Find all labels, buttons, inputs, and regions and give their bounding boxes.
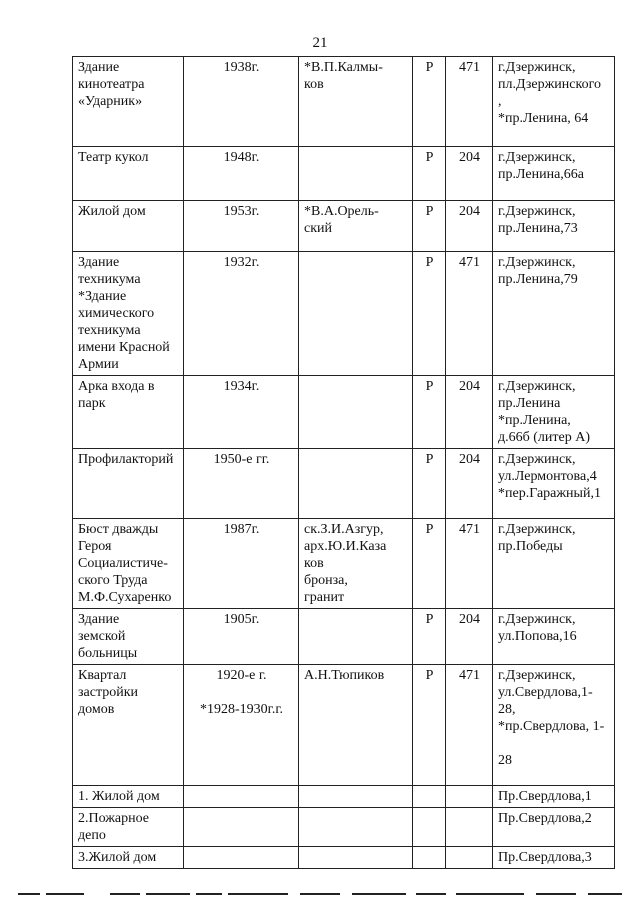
- table-row: [73, 376, 615, 449]
- object-name: 2.Пожарное депо: [78, 811, 150, 843]
- object-code: 204: [459, 612, 480, 627]
- object-address: г.Дзержинск, пр.Ленина,79: [498, 255, 578, 287]
- object-name: 3.Жилой дом: [78, 850, 157, 865]
- object-code: 204: [459, 150, 480, 165]
- object-date: 1932г.: [223, 255, 260, 270]
- object-code: 204: [459, 452, 480, 467]
- table-row: [73, 519, 615, 609]
- object-name: 1. Жилой дом: [78, 789, 160, 804]
- table-row: [73, 786, 615, 808]
- object-address: Пр.Свердлова,3: [498, 850, 592, 865]
- object-category: Р: [425, 255, 434, 270]
- object-address: г.Дзержинск, ул.Лермонтова,4 *пер.Гаражный,1: [498, 452, 601, 501]
- object-date: 1920-е г. *1928-1930г.г.: [200, 668, 283, 717]
- object-name: Квартал застройки домов: [78, 668, 139, 717]
- object-date: 1934г.: [223, 379, 260, 394]
- object-name: Арка входа в парк: [78, 379, 155, 411]
- object-address: г.Дзержинск, пр.Ленина *пр.Ленина, д.66б (литер А): [498, 379, 590, 445]
- object-code: 471: [459, 60, 480, 75]
- object-date: 1948г.: [223, 150, 260, 165]
- object-category: Р: [425, 204, 434, 219]
- object-category: Р: [425, 379, 434, 394]
- object-address: г.Дзержинск, пр.Победы: [498, 522, 576, 554]
- object-name: Жилой дом: [78, 204, 146, 219]
- table-row: [73, 57, 615, 147]
- object-category: Р: [425, 452, 434, 467]
- object-date: 1953г.: [223, 204, 260, 219]
- table-row: [73, 449, 615, 519]
- object-code: 471: [459, 668, 480, 683]
- object-address: Пр.Свердлова,2: [498, 811, 592, 826]
- object-author: А.Н.Тюпиков: [304, 668, 385, 683]
- object-date: 1905г.: [223, 612, 260, 627]
- table-row: [73, 147, 615, 201]
- table-row: [73, 201, 615, 252]
- scan-artifact-dashes: [0, 893, 640, 899]
- object-author: *В.П.Калмы- ков: [304, 60, 383, 92]
- object-code: 471: [459, 522, 480, 537]
- object-code: 204: [459, 379, 480, 394]
- object-name: Театр кукол: [78, 150, 149, 165]
- table-row: [73, 609, 615, 665]
- object-code: 204: [459, 204, 480, 219]
- object-category: Р: [425, 150, 434, 165]
- object-name: Здание техникума *Здание химического техникума имени Красной Армии: [78, 255, 170, 372]
- monuments-table: [72, 56, 615, 869]
- table-row: [73, 847, 615, 869]
- table-row: [73, 665, 615, 786]
- object-code: 471: [459, 255, 480, 270]
- object-name: Профилакторий: [78, 452, 174, 467]
- object-address: Пр.Свердлова,1: [498, 789, 592, 804]
- object-address: г.Дзержинск, пр.Ленина,73: [498, 204, 578, 236]
- object-address: г.Дзержинск, пл.Дзержинского , *пр.Ленина, 64: [498, 60, 601, 126]
- object-date: 1950-е гг.: [213, 452, 270, 467]
- object-author: *В.А.Орель- ский: [304, 204, 379, 236]
- object-category: Р: [425, 668, 434, 683]
- object-address: г.Дзержинск, ул.Попова,16: [498, 612, 577, 644]
- object-name: Здание земской больницы: [78, 612, 138, 661]
- page-number: 21: [312, 35, 328, 51]
- object-name: Здание кинотеатра «Ударник»: [78, 60, 145, 109]
- object-address: г.Дзержинск, ул.Свердлова,1- 28, *пр.Свердлова, 1- 28: [498, 668, 605, 768]
- object-name: Бюст дважды Героя Социалистиче- ского Труда М.Ф.Сухаренко: [78, 522, 172, 605]
- object-category: Р: [425, 60, 434, 75]
- object-address: г.Дзержинск, пр.Ленина,66а: [498, 150, 585, 182]
- object-category: Р: [425, 522, 434, 537]
- table-row: [73, 252, 615, 376]
- object-date: 1987г.: [223, 522, 260, 537]
- object-author: ск.З.И.Азгур, арх.Ю.И.Каза ков бронза, гранит: [304, 522, 387, 605]
- table-row: [73, 808, 615, 847]
- object-date: 1938г.: [223, 60, 260, 75]
- object-category: Р: [425, 612, 434, 627]
